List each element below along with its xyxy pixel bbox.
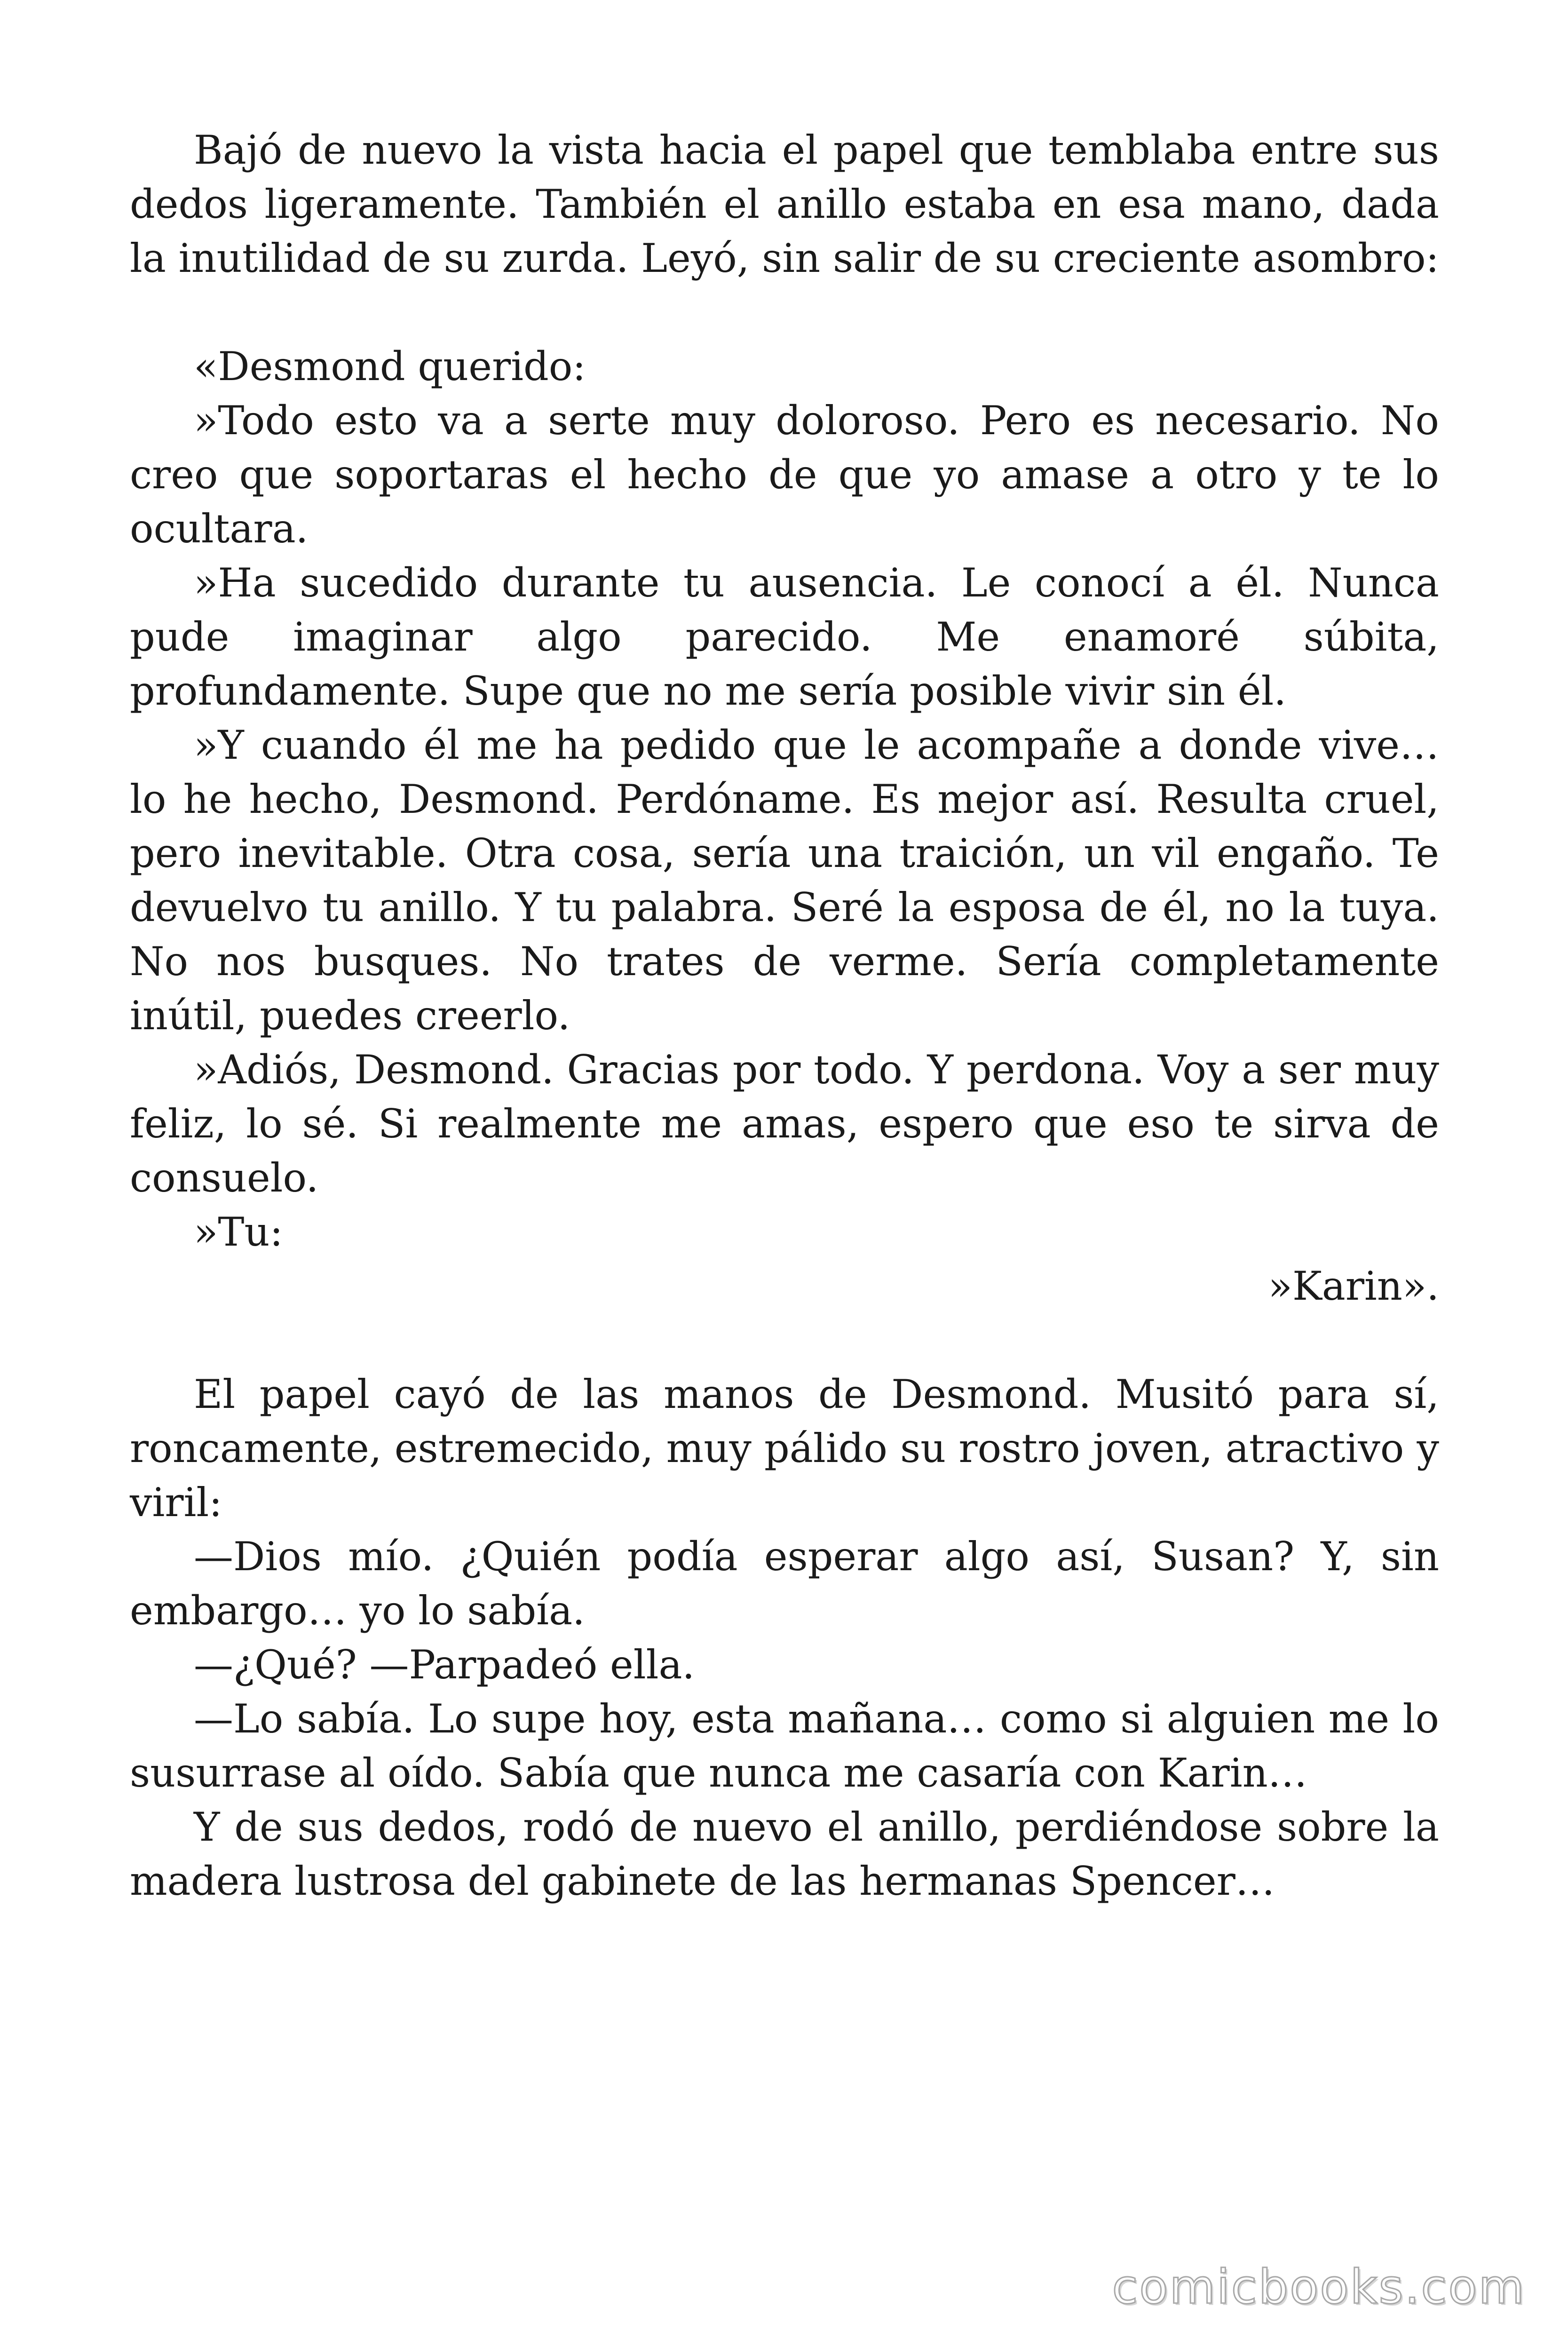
paragraph-dialogue: —¿Qué? —Parpadeó ella.: [194, 1642, 695, 1688]
watermark-logo: comicbooks.com: [1112, 2259, 1526, 2314]
letter-greeting: «Desmond querido:: [194, 343, 586, 389]
letter-paragraph: »Todo esto va a serte muy doloroso. Pero es necesario. No creo que soportaras el hecho de que yo amase a otro y te lo ocultara.: [130, 397, 1439, 552]
section-gap: [130, 1313, 1439, 1367]
paragraph-narrative: El papel cayó de las manos de Desmond. Musitó para sí, roncamente, estremecido, muy pálido su rostro joven, atractivo y viril:: [130, 1371, 1439, 1526]
section-gap: [130, 286, 1439, 340]
letter-closing: »Tu:: [194, 1209, 283, 1255]
page-body: [130, 123, 1439, 1908]
letter-paragraph: »Y cuando él me ha pedido que le acompañe a donde vive… lo he hecho, Desmond. Perdóname. Es mejor así. Resulta cruel, pero inevitable. Otra cosa, sería una traición, un vil engaño. Te devuelvo tu anillo. Y tu palabra. Seré la esposa de él, no la tuya. No nos busques. No trates de verme. Sería completamente inútil, puedes creerlo.: [130, 722, 1439, 1039]
letter-paragraph: »Ha sucedido durante tu ausencia. Le conocí a él. Nunca pude imaginar algo parecido. Me enamoré súbita, profundamente. Supe que no me sería posible vivir sin él.: [130, 560, 1439, 714]
paragraph-dialogue: —Dios mío. ¿Quién podía esperar algo así, Susan? Y, sin embargo… yo lo sabía.: [130, 1534, 1439, 1634]
paragraph-dialogue: —Lo sabía. Lo supe hoy, esta mañana… como si alguien me lo susurrase al oído. Sabía que nunca me casaría con Karin…: [130, 1696, 1439, 1796]
paragraph-intro: Bajó de nuevo la vista hacia el papel que temblaba entre sus dedos ligeramente. También el anillo estaba en esa mano, dada la inutilidad de su zurda. Leyó, sin salir de su creciente asombro:: [130, 127, 1439, 281]
letter-paragraph: »Adiós, Desmond. Gracias por todo. Y perdona. Voy a ser muy feliz, lo sé. Si realmente me amas, espero que eso te sirva de consuelo.: [130, 1047, 1439, 1201]
paragraph-narrative: Y de sus dedos, rodó de nuevo el anillo, perdiéndose sobre la madera lustrosa del gabinete de las hermanas Spencer…: [130, 1804, 1439, 1904]
letter-signature: »Karin».: [1268, 1263, 1439, 1309]
